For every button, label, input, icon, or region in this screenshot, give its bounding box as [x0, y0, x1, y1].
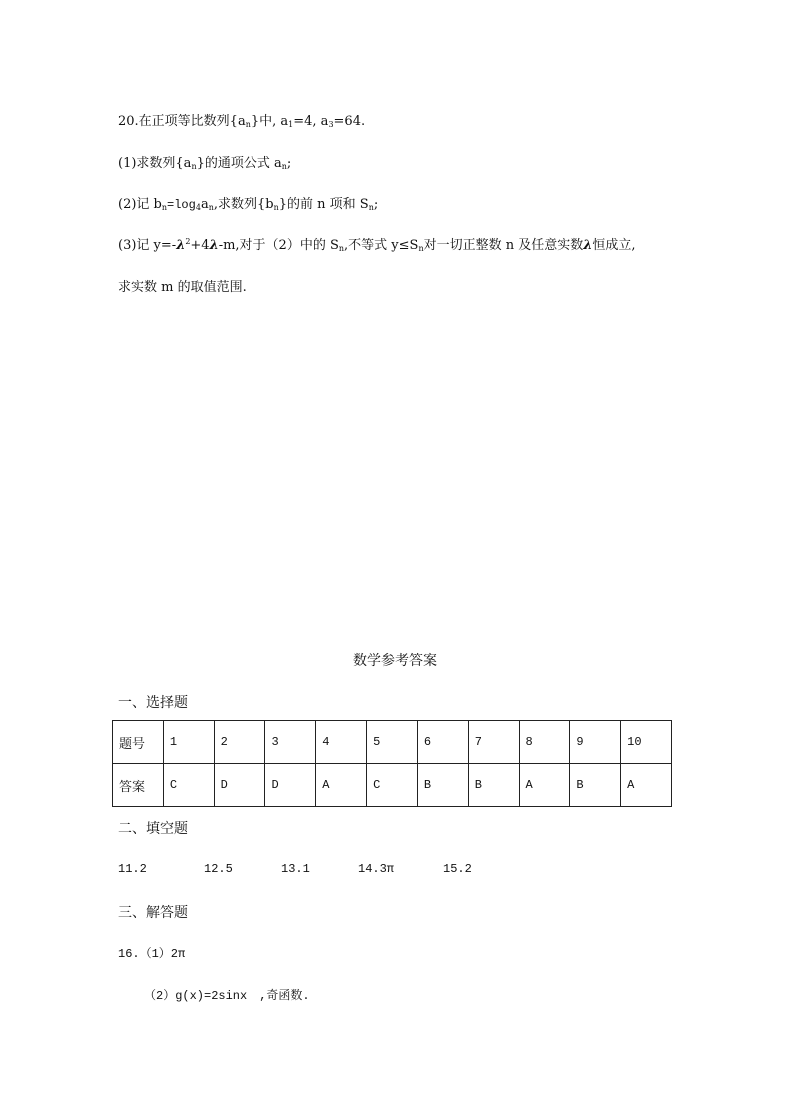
question-number: 10 — [621, 721, 672, 764]
answer-choice: A — [519, 764, 570, 807]
question-20-part-3-line-2: 求实数 m 的取值范围. — [118, 280, 247, 295]
lambda-symbol: λ — [176, 238, 186, 253]
question-20-stem: 20.在正项等比数列$\{a_n\}$中, $a_1=4$, $a_3=64$. — [118, 114, 366, 129]
question-20-part-2: (2)记 $b_n=\log_4a_n$,求数列$\{b_n\}$的前 n 项和 $S_n$; — [118, 197, 379, 212]
fill-answer: 15.2 — [443, 862, 472, 876]
table-row — [113, 721, 672, 764]
answer-choice: B — [468, 764, 519, 807]
fill-answer: 13.1 — [281, 862, 310, 876]
question-16-answer-2: （2）g(x)=2sinx ,奇函数. — [144, 989, 310, 1003]
answers-title: 数学参考答案 — [353, 653, 437, 669]
question-number: 7 — [468, 721, 519, 764]
question-number: 6 — [417, 721, 468, 764]
lambda-symbol: λ — [209, 238, 219, 253]
answer-table — [112, 720, 672, 807]
lambda-symbol: λ — [583, 238, 593, 253]
answer-choice: D — [214, 764, 265, 807]
question-20-part-1: (1)求数列$\{a_n\}$的通项公式 $a_n$; — [118, 156, 292, 171]
section-multiple-choice-heading: 一、选择题 — [118, 695, 188, 711]
answer-choice: D — [265, 764, 316, 807]
answer-choice: A — [316, 764, 367, 807]
question-number: 8 — [519, 721, 570, 764]
table-row — [113, 764, 672, 807]
question-20-part-3: (3)记 $y=-\lambda^2+4\lambda-m$,对于（2）中的 $S_n$,不等式 $y\le S_n$对一切正整数 n 及任意实数λ恒成立, — [118, 237, 636, 253]
question-number: 1 — [163, 721, 214, 764]
answer-choice: B — [417, 764, 468, 807]
table-header-label: 题号 — [113, 721, 164, 764]
answer-choice: A — [621, 764, 672, 807]
table-answer-label: 答案 — [113, 764, 164, 807]
answer-choice: C — [367, 764, 418, 807]
section-fill-in-heading: 二、填空题 — [118, 821, 188, 837]
answer-choice: C — [163, 764, 214, 807]
fill-answer: 14.3π — [358, 862, 395, 876]
fill-answer: 11.2 — [118, 862, 147, 876]
question-number: 9 — [570, 721, 621, 764]
fill-answer: 12.5 — [204, 862, 233, 876]
section-solutions-heading: 三、解答题 — [118, 905, 188, 921]
question-16-answer-1: 16.（1）2π — [118, 947, 186, 961]
question-number: 5 — [367, 721, 418, 764]
question-number: 3 — [265, 721, 316, 764]
answer-choice: B — [570, 764, 621, 807]
question-number: 2 — [214, 721, 265, 764]
question-number: 4 — [316, 721, 367, 764]
